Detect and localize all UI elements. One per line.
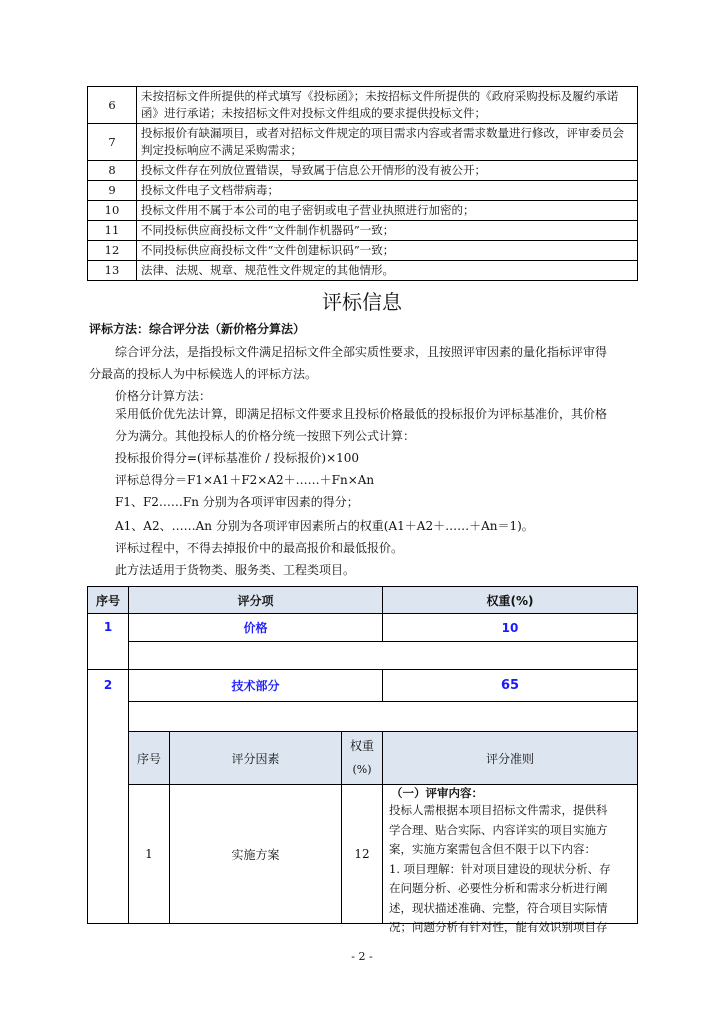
row-weight: 10 [382, 613, 638, 642]
rule-text: 法律、法规、规章、规范性文件规定的其他情形。 [137, 261, 638, 281]
sub-header-criteria: 评分准则 [382, 731, 638, 785]
rule-text: 未按招标文件所提供的样式填写《投标函》；未按招标文件所提供的《政府采购投标及履约承诺函》进行承诺；未按招标文件对投标文件组成的要求提供投标文件； [137, 87, 638, 124]
row-seq-value: 1 [103, 620, 113, 634]
sub-header-factor: 评分因素 [169, 731, 342, 785]
criteria-title: （一）评审内容： [391, 786, 483, 800]
sub-header-weight-unit: (%) [352, 763, 372, 776]
rule-text: 投标文件用不属于本公司的电子密钥或电子营业执照进行加密的； [137, 201, 638, 221]
rule-row [88, 221, 638, 241]
rule-row [88, 201, 638, 221]
paragraph-line: 分最高的投标人为中标候选人的评标方法。 [89, 367, 318, 381]
sub-header-weight [341, 731, 383, 785]
header-seq: 序号 [87, 586, 129, 614]
rule-number: 10 [88, 201, 137, 221]
rule-number: 6 [88, 87, 137, 124]
criteria-line: 学合理、贴合实际、内容详实的项目实施方 [389, 822, 608, 837]
paragraph-line: F1、F2……Fn 分别为各项评审因素的得分； [115, 495, 359, 509]
row-weight: 65 [382, 669, 638, 702]
paragraph-line: 此方法适用于货物类、服务类、工程类项目。 [115, 563, 356, 577]
rule-number: 9 [88, 181, 137, 201]
criteria-line: 况；问题分析有针对性，能有效识别项目存 [389, 920, 608, 934]
rule-row [88, 241, 638, 261]
criteria-line: 1. 项目理解：针对项目建设的现状分析、存 [389, 861, 611, 876]
criteria-line: 述，现状描述准确、完整，符合项目实际情 [389, 900, 608, 915]
criteria-text [389, 785, 637, 938]
sub-header-weight-label: 权重 [349, 739, 374, 753]
empty-row [128, 701, 638, 732]
rule-number: 11 [88, 221, 137, 241]
paragraph-line: 综合评分法，是指投标文件满足招标文件全部实质性要求，且按照评审因素的量化指标评审得 [115, 345, 608, 359]
row-seq [87, 669, 129, 924]
sub-header-seq: 序号 [128, 731, 170, 785]
row-item: 技术部分 [128, 669, 383, 702]
sub-row-factor: 实施方案 [169, 784, 342, 924]
rule-number: 12 [88, 241, 137, 261]
rule-number: 13 [88, 261, 137, 281]
row-item: 价格 [128, 613, 383, 642]
rule-text: 不同投标供应商投标文件“文件创建标识码”一致； [137, 241, 638, 261]
paragraph-line: 采用低价优先法计算，即满足招标文件要求且投标价格最低的投标报价为评标基准价，其价格 [115, 407, 608, 421]
evaluation-method: 评标方法：综合评分法（新价格分算法） [89, 322, 306, 336]
rule-text: 投标报价有缺漏项目，或者对招标文件规定的项目需求内容或者需求数量进行修改，评审委员会判定投标响应不满足采购需求； [137, 124, 638, 161]
rule-number: 8 [88, 161, 137, 181]
rule-row [88, 161, 638, 181]
rule-text: 不同投标供应商投标文件“文件制作机器码”一致； [137, 221, 638, 241]
rule-text: 投标文件存在列放位置错误，导致属于信息公开情形的没有被公开； [137, 161, 638, 181]
paragraph-line: 评标过程中，不得去掉报价中的最高报价和最低报价。 [115, 541, 404, 555]
paragraph-line: 价格分计算方法： [115, 389, 212, 403]
section-title: 评标信息 [322, 290, 402, 314]
rule-number: 7 [88, 124, 137, 161]
paragraph-line: 分为满分。其他投标人的价格分统一按照下列公式计算： [115, 429, 416, 443]
header-item: 评分项 [128, 586, 383, 614]
rule-row [88, 87, 638, 124]
criteria-lines [389, 801, 637, 938]
criteria-line: 案，实施方案需包含但不限于以下内容： [389, 842, 596, 856]
page-number: - 2 - [351, 950, 373, 963]
empty-row [128, 641, 638, 670]
rule-row [88, 261, 638, 281]
row-seq-value: 2 [103, 678, 113, 692]
sub-row-seq: 1 [128, 784, 170, 924]
header-weight: 权重(%) [382, 586, 638, 614]
formula-total-score: 评标总得分＝F1×A1＋F2×A2＋……＋Fn×An [115, 473, 375, 487]
sub-row-weight: 12 [341, 784, 383, 924]
rule-row [88, 181, 638, 201]
disqualification-table [87, 86, 638, 281]
rule-row [88, 124, 638, 161]
formula-price-score: 投标报价得分=(评标基准价 / 投标报价)×100 [115, 451, 360, 465]
paragraph-line: A1、A2、……An 分别为各项评审因素所占的权重(A1＋A2＋……＋An＝1)。 [115, 519, 534, 533]
row-seq [87, 613, 129, 670]
criteria-line: 投标人需根据本项目招标文件需求，提供科 [389, 803, 608, 817]
rule-text: 投标文件电子文档带病毒； [137, 181, 638, 201]
criteria-line: 在问题分析、必要性分析和需求分析进行阐 [389, 881, 608, 895]
